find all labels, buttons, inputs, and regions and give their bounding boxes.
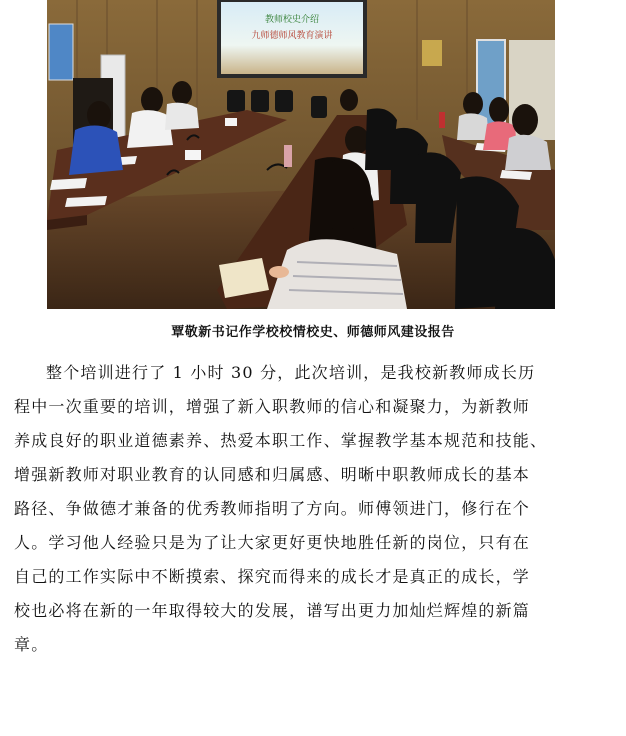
paragraph-line: 养成良好的职业道德素养、热爱本职工作、掌握教学基本规范和技能、 — [14, 431, 548, 450]
screen-line-2: 九师德师风教育演讲 — [251, 31, 333, 41]
paragraph-line: 自己的工作实际中不断摸索、探究而得来的成长才是真正的成长，学 — [14, 567, 531, 586]
paragraph-line: 路径、争做德才兼备的优秀教师指明了方向。师傅领进门，修行在个 — [14, 499, 531, 518]
report-paragraph — [14, 356, 568, 662]
paragraph-line: 章。 — [14, 635, 49, 654]
paragraph-line: 程中一次重要的培训，增强了新入职教师的信心和凝聚力，为新教师 — [14, 397, 531, 416]
paragraph-line: 校也必将在新的一年取得较大的发展，谱写出更力加灿烂辉煌的新篇 — [14, 601, 531, 620]
photo-caption: 覃敬新书记作学校校情校史、师德师风建设报告 — [171, 325, 455, 340]
paragraph-line: 整个培训进行了 1 小时 30 分，此次培训，是我校新教师成长历 — [46, 363, 536, 382]
screen-line-1: 教师校史介绍 — [264, 15, 320, 25]
meeting-photo — [47, 0, 555, 309]
paragraph-line: 增强新教师对职业教育的认同感和归属感、明晰中职教师成长的基本 — [14, 465, 531, 484]
paragraph-line: 人。学习他人经验只是为了让大家更好更快地胜任新的岗位，只有在 — [14, 533, 531, 552]
